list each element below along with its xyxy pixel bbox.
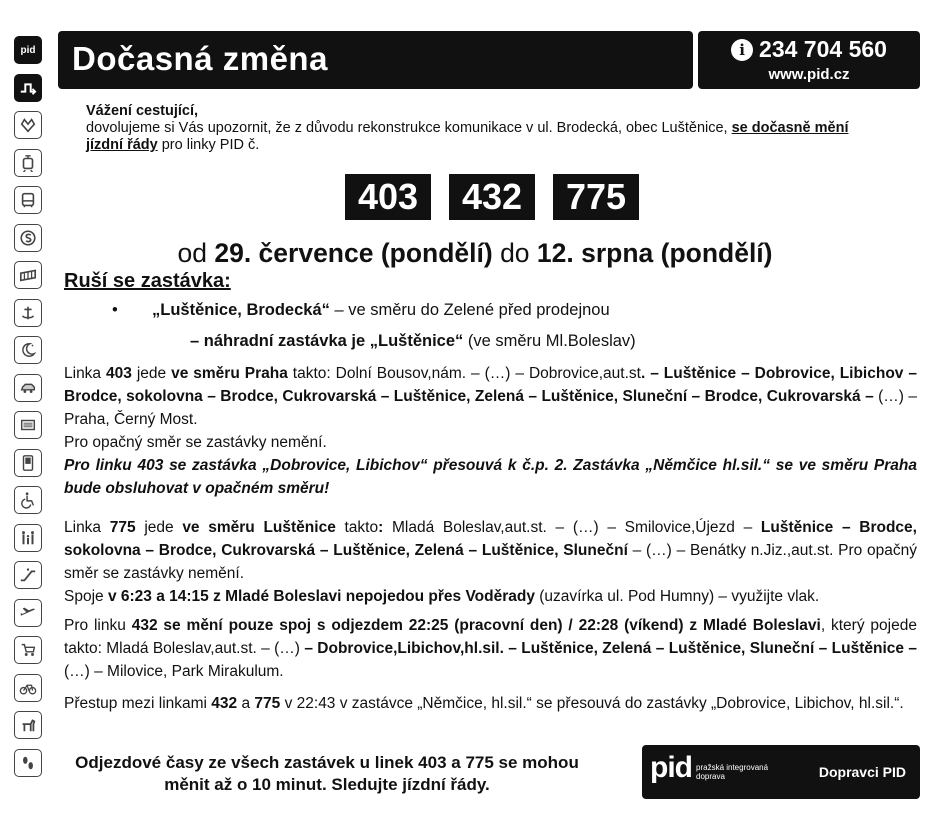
salutation: Vážení cestující, <box>86 103 199 119</box>
cancelled-stop-name: „Luštěnice, Brodecká“ <box>152 301 330 319</box>
text: Pro linku <box>64 617 132 634</box>
text: Linka <box>64 365 107 382</box>
text-bold: ve směru Praha <box>171 365 288 382</box>
validity-dates <box>0 238 950 269</box>
text-bold: 775 <box>254 695 281 712</box>
pid-logo-text: pid <box>20 44 36 56</box>
text-bold: : <box>378 519 384 536</box>
text-bold: . – Luštěnice – Dobrovice, Libichov – Brodce, sokolovna – Brodce, Cukrovarská – Luštěnice, Zelená – Luštěnice, Sluneční – Brodce, Cukrovarská – <box>64 365 917 405</box>
change-icon <box>14 74 42 102</box>
phone-number[interactable]: 234 704 560 <box>759 36 887 62</box>
walking-icon <box>14 749 42 777</box>
pid-sub-line1: pražská integrovaná <box>696 763 769 772</box>
metro-icon <box>14 111 42 139</box>
tram-icon <box>14 149 42 177</box>
greeting-emphasis: se dočasně mění jízdní řády <box>86 120 849 153</box>
info-box <box>698 31 920 89</box>
pid-logo-subtitle <box>696 763 768 781</box>
text: jede <box>131 365 172 382</box>
bullet: • <box>112 301 118 319</box>
car-icon <box>14 374 42 402</box>
pid-footer-box <box>642 745 920 799</box>
night-icon <box>14 336 42 364</box>
text-bold: – Dobrovice,Libichov,hl.sil. – Luštěnice, Zelená – Luštěnice, Sluneční – Luštěnice – <box>304 640 917 657</box>
cancelled-stop-item <box>112 301 610 320</box>
mode-icon-sidebar <box>14 36 44 786</box>
replacement-note: (ve směru Ml.Boleslav) <box>463 332 636 350</box>
text-bold: 432 <box>211 695 238 712</box>
greeting-text: dovolujeme si Vás upozornit, že z důvodu rekonstrukce komunikace v ul. Brodecká, obec Luštěnice, <box>86 120 732 136</box>
info-icon: i <box>731 39 753 61</box>
text-bold: 432 se mění pouze spoj s odjezdem 22:25 (pracovní den) / 22:28 (víkend) z Mladé Boleslavi <box>131 617 821 634</box>
pid-sub-line2: doprava <box>696 772 725 781</box>
text: , který pojede takto: Mladá Boleslav,aut.st. – (…) <box>64 617 917 657</box>
wheelchair-icon <box>14 486 42 514</box>
from-word: od <box>177 238 215 268</box>
text-bold: 403 <box>106 365 132 382</box>
website-link[interactable]: www.pid.cz <box>768 66 850 83</box>
ticket-icon <box>14 411 42 439</box>
text-bold: 775 <box>109 519 136 536</box>
line-badge: 432 <box>449 174 535 220</box>
bicycle-icon <box>14 674 42 702</box>
text: – (…) – Benátky n.Jiz.,aut.st. Pro opačný směr se zastávky nemění. <box>64 542 917 582</box>
to-word: do <box>492 238 537 268</box>
text: Linka <box>64 519 110 536</box>
line-badge: 775 <box>553 174 639 220</box>
ferry-icon <box>14 299 42 327</box>
text: v 22:43 v zastávce „Němčice, hl.sil.“ se přesouvá do zastávky „Dobrovice, Libichov, hl.sil.“. <box>280 695 904 712</box>
family-icon <box>14 524 42 552</box>
text: jede <box>135 519 183 536</box>
transfer-paragraph <box>64 692 917 715</box>
footer-note: Odjezdové časy ze všech zastávek u linek 403 a 775 se mohou měnit až o 10 minut. Sledujte jízdní řády. <box>75 753 579 794</box>
line-badge: 403 <box>345 174 431 220</box>
text: takto: Dolní Bousov,nám. – (…) – Dobrovice,aut.st <box>287 365 641 382</box>
dog-icon <box>14 711 42 739</box>
text: Pro opačný směr se zastávky nemění. <box>64 434 327 451</box>
page-title: Dočasná změna <box>72 40 328 77</box>
to-date: 12. srpna (pondělí) <box>536 238 773 268</box>
line-403-paragraph <box>64 362 917 500</box>
title-banner <box>58 31 693 89</box>
text: a <box>237 695 255 712</box>
replacement-stop-item <box>190 332 636 351</box>
text: (…) – Praha, Černý Most. <box>64 388 917 428</box>
info-phone-row <box>698 36 920 63</box>
text-bold: Luštěnice – Brodce, sokolovna – Brodce, Cukrovarská – Luštěnice, Zelená – Luštěnice, Sluneční <box>64 519 917 559</box>
section-heading: Ruší se zastávka: <box>64 270 231 292</box>
line-403-warning: Pro linku 403 se zastávka „Dobrovice, Libichov“ přesouvá k č.p. 2. Zastávka „Němčice hl.sil.“ se ve směru Praha bude obsluhovat v opačném směru! <box>64 457 917 497</box>
text: Spoje <box>64 588 108 605</box>
line-775-paragraph <box>64 516 917 608</box>
text-bold: ve směru Luštěnice <box>182 519 336 536</box>
escalator-icon <box>14 561 42 589</box>
airplane-icon <box>14 599 42 627</box>
text: Mladá Boleslav,aut.st. – (…) – Smilovice,Újezd – <box>383 519 761 536</box>
greeting <box>86 103 886 154</box>
line-badges <box>0 174 950 220</box>
text: Přestup mezi linkami <box>64 695 212 712</box>
text: (uzavírka ul. Pod Humny) – využijte vlak. <box>534 588 820 605</box>
text: takto <box>335 519 379 536</box>
phone-icon <box>14 449 42 477</box>
from-date: 29. července (pondělí) <box>214 238 493 268</box>
text: (…) – Milovice, Park Mirakulum. <box>64 663 284 680</box>
stroller-icon <box>14 636 42 664</box>
pid-logo: pid <box>650 751 692 784</box>
line-432-paragraph <box>64 614 917 683</box>
pid-logo-icon <box>14 36 42 64</box>
cancelled-stop-note: – ve směru do Zelené před prodejnou <box>329 301 610 319</box>
text-bold: v 6:23 a 14:15 z Mladé Boleslavi nepojedou přes Voděrady <box>107 588 535 605</box>
operators-label: Dopravci PID <box>818 764 906 780</box>
replacement-stop: – náhradní zastávka je „Luštěnice“ <box>190 332 464 350</box>
greeting-text-end: pro linky PID č. <box>157 137 260 153</box>
